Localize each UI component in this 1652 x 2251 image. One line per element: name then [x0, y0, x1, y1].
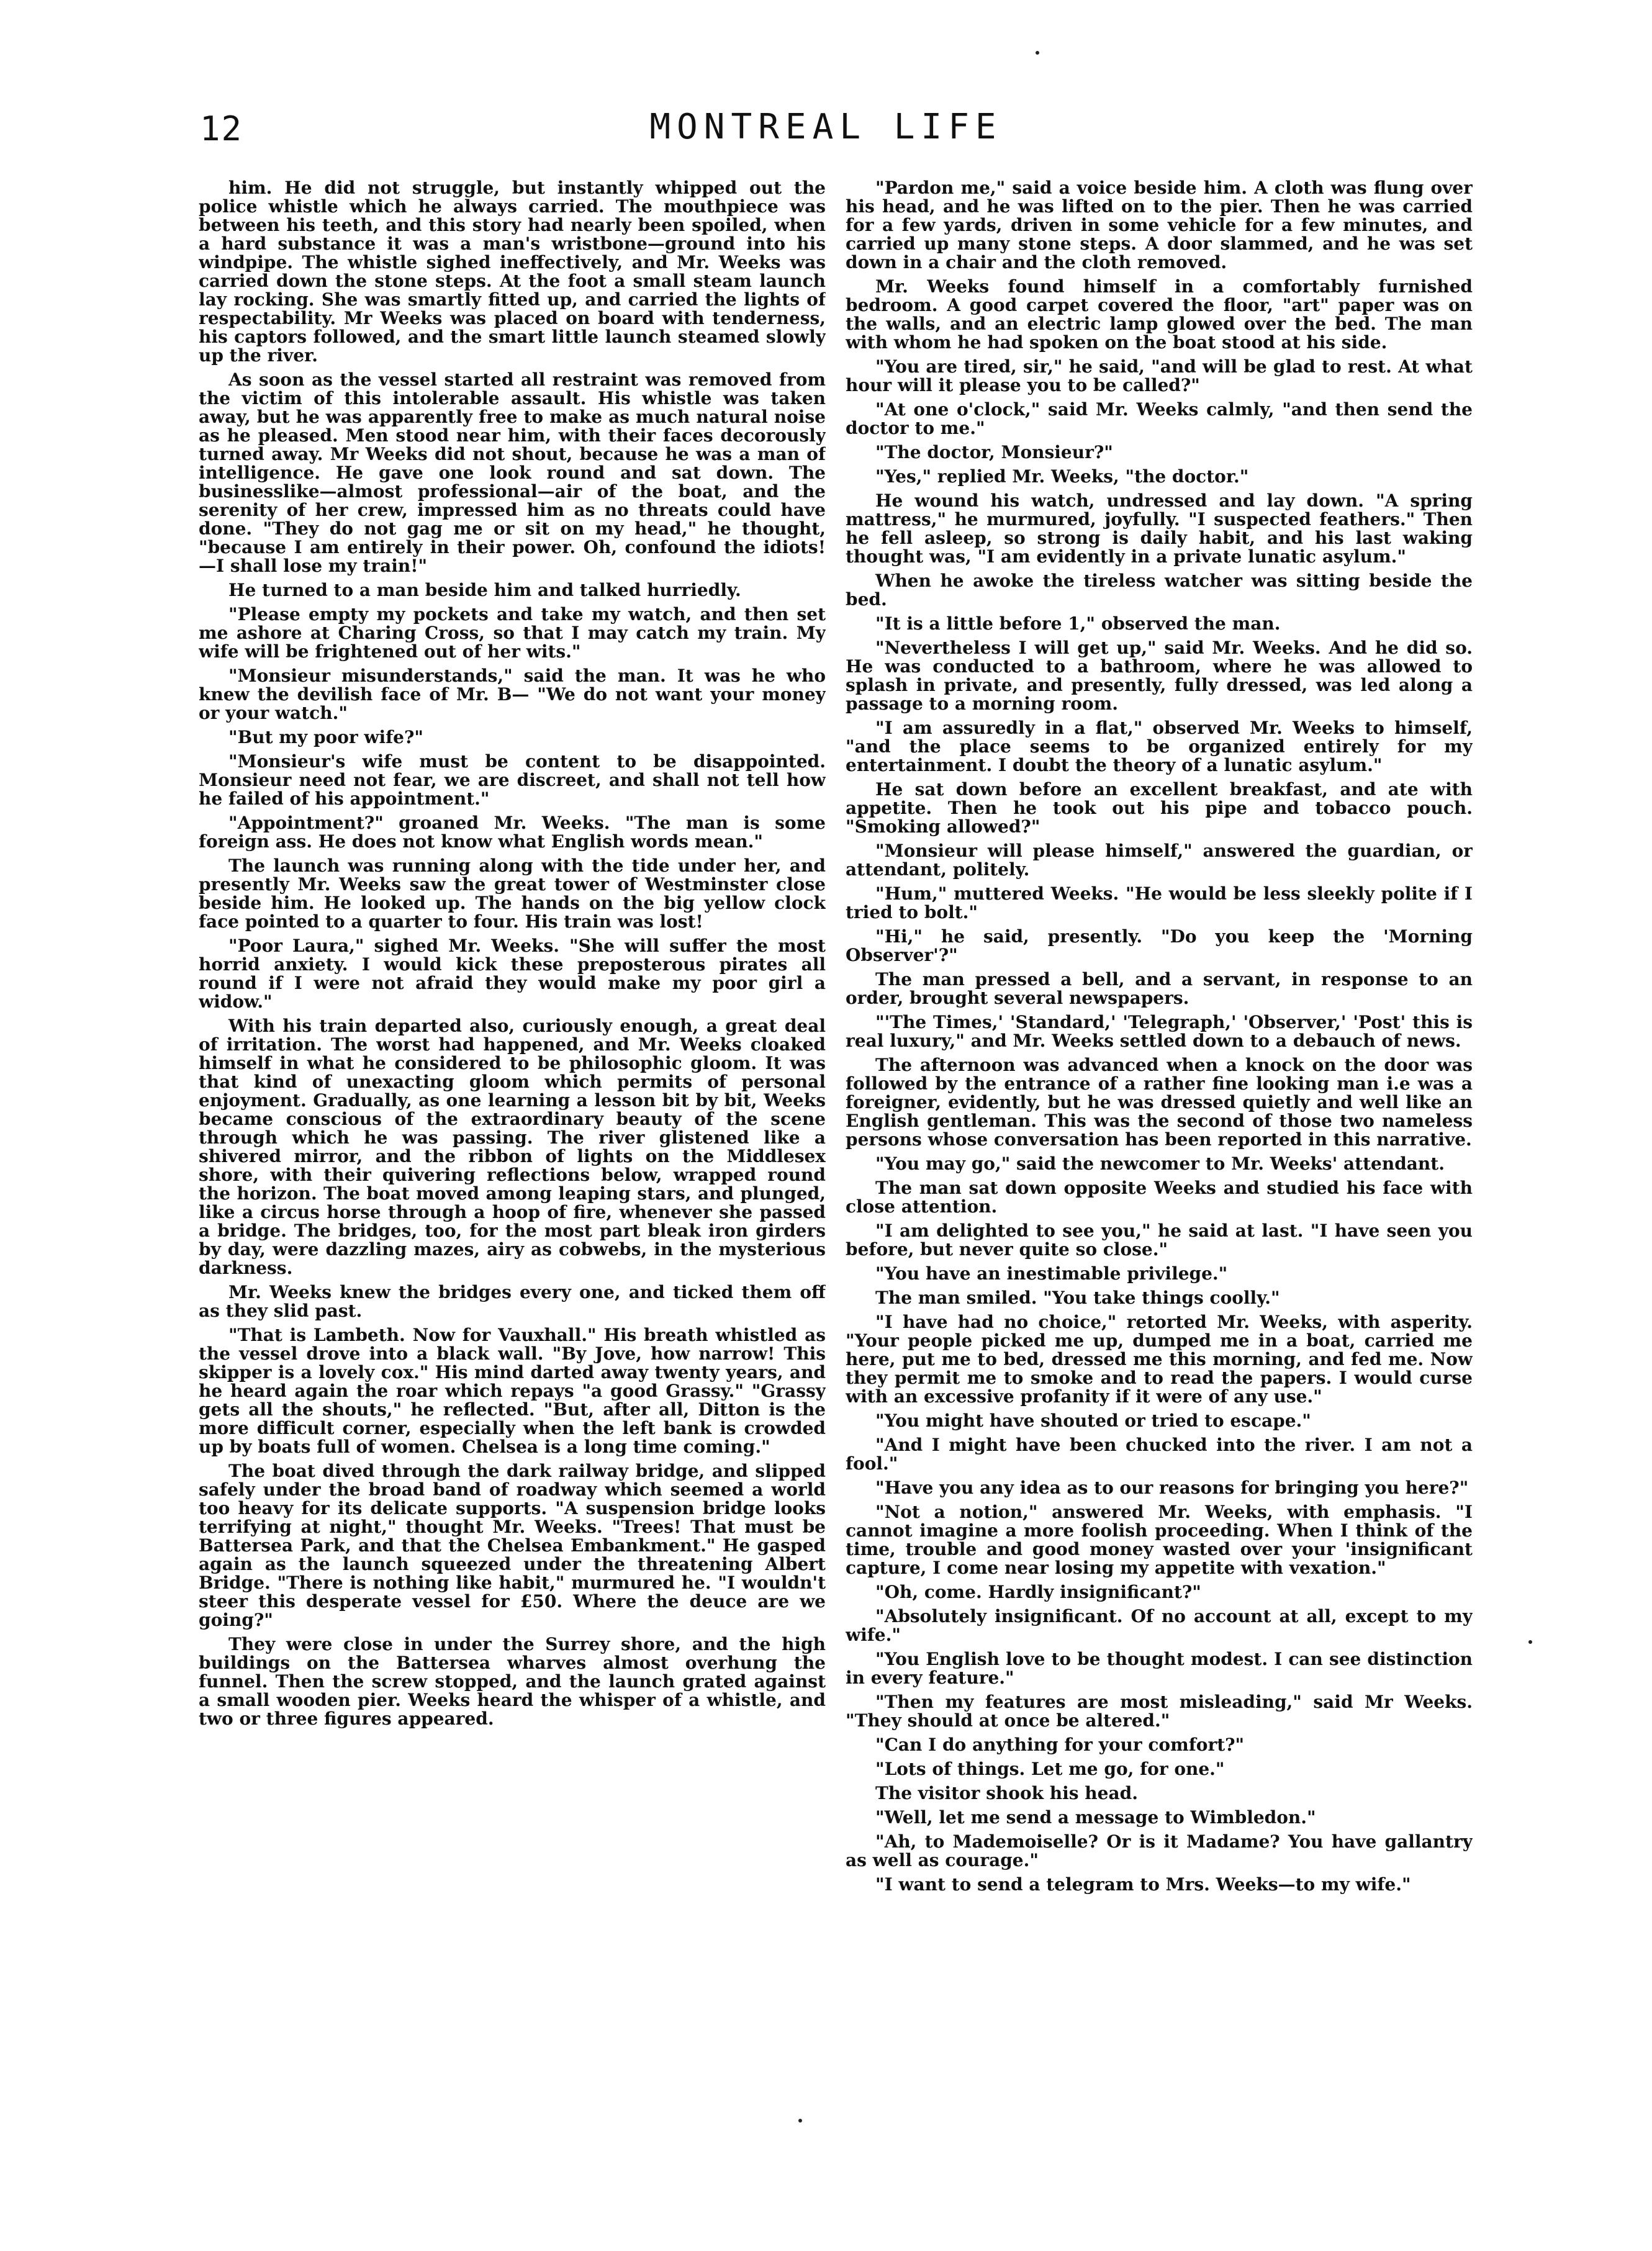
paragraph: "I want to send a telegram to Mrs. Weeks—to my wife." [875, 1874, 1411, 1895]
page-header [0, 104, 1652, 160]
paragraph: "Nevertheless I will get up," said Mr. Weeks. And he did so. He was conducted to a bathroom, where he was allowed to splash in private, and presently, fully dressed, was led along a passage to a morning room. [846, 638, 1473, 714]
right-column [846, 179, 1473, 2134]
paragraph: "Pardon me," said a voice beside him. A cloth was flung over his head, and he was lifted on to the pier. Then he was carried for a few yards, driven in some vehicle for a few minutes, and carried up many stone steps. A door slammed, and he was set down in a chair and the cloth removed. [846, 179, 1473, 273]
left-column [199, 179, 826, 2134]
paragraph: "Yes," replied Mr. Weeks, "the doctor." [875, 466, 1249, 487]
paragraph: him. He did not struggle, but instantly whipped out the police whistle which he always carried. The mouthpiece was between his teeth, and this story had nearly been spoiled, when a hard substance it was a man's wristbone—ground into his windpipe. The whistle sighed ineffectively, and Mr. Weeks was carried down the stone steps. At the foot a small steam launch lay rocking. She was smartly fitted up, and carried the lights of respectability. Mr Weeks was placed on board with tenderness, his captors followed, and the smart little launch steamed slowly up the river. [199, 179, 826, 366]
paragraph: The boat dived through the dark railway bridge, and slipped safely under the broad band of roadway which seemed a world too heavy for its delicate supports. "A suspension bridge looks terrifying at night," thought Mr. Weeks. "Trees! That must be Battersea Park, and that the Chelsea Embankment." He gasped again as the launch squeezed under the threatening Albert Bridge. "There is nothing like habit," murmured he. "I wouldn't steer this desperate vessel for £50. Where the deuce are we going?" [199, 1461, 826, 1630]
paragraph: "You are tired, sir," he said, "and will be glad to rest. At what hour will it please you to be called?" [846, 356, 1473, 395]
paragraph: They were close in under the Surrey shore, and the high buildings on the Battersea wharves almost overhung the funnel. Then the screw stopped, and the launch grated against a small wooden pier. Weeks heard the whisper of a whistle, and two or three figures appeared. [199, 1634, 826, 1729]
paragraph: "At one o'clock," said Mr. Weeks calmly, "and then send the doctor to me." [846, 399, 1473, 438]
paragraph: "Well, let me send a message to Wimbledon." [875, 1807, 1316, 1828]
paragraph: "You may go," said the newcomer to Mr. Weeks' attendant. [875, 1153, 1445, 1174]
paragraph: "You have an inestimable privilege." [875, 1263, 1228, 1284]
paragraph: "'The Times,' 'Standard,' 'Telegraph,' 'Observer,' 'Post' this is real luxury," and Mr. Weeks settled down to a debauch of news. [846, 1012, 1473, 1051]
paragraph: "Oh, come. Hardly insignificant?" [875, 1582, 1201, 1602]
paragraph: "Can I do anything for your comfort?" [875, 1734, 1245, 1755]
paragraph: "The doctor, Monsieur?" [875, 442, 1113, 462]
paragraph: "Not a notion," answered Mr. Weeks, with emphasis. "I cannot imagine a more foolish proceeding. When I think of the time, trouble and good money wasted over your 'insignificant capture, I come near losing my appetite with vexation." [846, 1502, 1473, 1578]
paragraph: "And I might have been chucked into the river. I am not a fool." [846, 1435, 1473, 1474]
print-speck [1528, 1640, 1532, 1644]
paragraph: Mr. Weeks knew the bridges every one, and ticked them off as they slid past. [199, 1282, 826, 1321]
paragraph: "Poor Laura," sighed Mr. Weeks. "She will suffer the most horrid anxiety. I would kick these preposterous pirates all round if I were not afraid they would make my poor girl a widow." [199, 936, 826, 1012]
paragraph: "Monsieur misunderstands," said the man. It was he who knew the devilish face of Mr. B— "We do not want your money or your watch." [199, 665, 826, 723]
paragraph: As soon as the vessel started all restraint was removed from the victim of this intolerable assault. His whistle was taken away, but he was apparently free to make as much natural noise as he pleased. Men stood near him, with their faces decorously turned away. Mr Weeks did not shout, because he was a man of intelligence. He gave one look round and sat down. The businesslike—almost professional—air of the boat, and the serenity of her crew, impressed him as no threats could have done. "They do not gag me or sit on my head," he thought, "because I am entirely in their power. Oh, confound the idiots!—I shall lose my train!" [199, 369, 826, 576]
paragraph: The visitor shook his head. [875, 1783, 1138, 1803]
paragraph: "That is Lambeth. Now for Vauxhall." His breath whistled as the vessel drove into a black wall. "By Jove, how narrow! This skipper is a lovely cox." His mind darted away twenty years, and he heard again the roar which repays "a good Grassy." "Grassy gets all the shouts," he reflected. "But, after all, Ditton is the more difficult corner, especially when the left bank is crowded up by boats full of women. Chelsea is a long time coming." [199, 1325, 826, 1457]
paragraph: Mr. Weeks found himself in a comfortably furnished bedroom. A good carpet covered the floor, "art" paper was on the walls, and an electric lamp glowed over the bed. The man with whom he had spoken on the boat stood at his side. [846, 276, 1473, 353]
paragraph: "I am assuredly in a flat," observed Mr. Weeks to himself, "and the place seems to be organized entirely for my entertainment. I doubt the theory of a lunatic asylum." [846, 718, 1473, 775]
paragraph: The launch was running along with the tide under her, and presently Mr. Weeks saw the great tower of Westminster close beside him. He looked up. The hands on the big yellow clock face pointed to a quarter to four. His train was lost! [199, 855, 826, 932]
paragraph: "Absolutely insignificant. Of no account at all, except to my wife." [846, 1606, 1473, 1645]
paragraph: "Monsieur will please himself," answered the guardian, or attendant, politely. [846, 841, 1473, 880]
paragraph: "Ah, to Mademoiselle? Or is it Madame? You have gallantry as well as courage." [846, 1831, 1473, 1870]
paragraph: "Monsieur's wife must be content to be disappointed. Monsieur need not fear, we are discreet, and shall not tell how he failed of his appointment." [199, 751, 826, 809]
page-number: 12 [200, 109, 243, 148]
paragraph: He wound his watch, undressed and lay down. "A spring mattress," he murmured, joyfully. "I suspected feathers." Then he fell asleep, so strong is daily habit, and his last waking thought was, "I am evidently in a private lunatic asylum." [846, 490, 1473, 567]
paragraph: "But my poor wife?" [228, 727, 423, 747]
paragraph: "I have had no choice," retorted Mr. Weeks, with asperity. "Your people picked me up, dumped me in a boat, carried me here, put me to bed, dressed me this morning, and fed me. Now they permit me to smoke and to read the papers. I would curse with an excessive profanity if it were of any use." [846, 1312, 1473, 1407]
paragraph: He turned to a man beside him and talked hurriedly. [228, 580, 741, 600]
paragraph: "Have you any idea as to our reasons for bringing you here?" [875, 1477, 1469, 1498]
print-speck [798, 2119, 802, 2122]
paragraph: The afternoon was advanced when a knock on the door was followed by the entrance of a rather fine looking man i.e was a foreigner, evidently, but he was dressed quietly and well like an English gentleman. This was the second of those two nameless persons whose conversation has been reported in this narrative. [846, 1055, 1473, 1150]
paragraph: The man smiled. "You take things coolly." [875, 1288, 1280, 1308]
paragraph: "Hi," he said, presently. "Do you keep the 'Morning Observer'?" [846, 926, 1473, 965]
paragraph: "Please empty my pockets and take my watch, and then set me ashore at Charing Cross, so that I may catch my train. My wife will be frightened out of her wits." [199, 604, 826, 662]
paragraph: "Hum," muttered Weeks. "He would be less sleekly polite if I tried to bolt." [846, 883, 1473, 923]
paragraph: "It is a little before 1," observed the man. [875, 613, 1281, 634]
paragraph: With his train departed also, curiously enough, a great deal of irritation. The worst had happened, and Mr. Weeks cloaked himself in what he considered to be philosophic gloom. It was that kind of unexacting gloom which permits of personal enjoyment. Gradually, as one learning a lesson bit by bit, Weeks became conscious of the extraordinary beauty of the scene through which he was passing. The river glistened like a shivered mirror, and the ribbon of lights on the Middlesex shore, with their quivering reflections below, wrapped round the horizon. The boat moved among leaping stars, and plunged, like a circus horse through a hoop of fire, whenever she passed a bridge. The bridges, too, for the most part bleak iron girders by day, were dazzling mazes, airy as cobwebs, in the mysterious darkness. [199, 1016, 826, 1278]
paragraph: "You English love to be thought modest. I can see distinction in every feature." [846, 1649, 1473, 1688]
paragraph: "Lots of things. Let me go, for one." [875, 1759, 1225, 1779]
paragraph: The man sat down opposite Weeks and studied his face with close attention. [846, 1178, 1473, 1217]
paragraph: "I am delighted to see you," he said at last. "I have seen you before, but never quite so close." [846, 1220, 1473, 1260]
running-title: MONTREAL LIFE [649, 107, 1003, 147]
paragraph: When he awoke the tireless watcher was sitting beside the bed. [846, 571, 1473, 610]
paragraph: The man pressed a bell, and a servant, in response to an order, brought several newspapers. [846, 969, 1473, 1008]
paragraph: "Then my features are most misleading," said Mr Weeks. "They should at once be altered." [846, 1692, 1473, 1731]
paragraph: He sat down before an excellent breakfast, and ate with appetite. Then he took out his pipe and tobacco pouch. "Smoking allowed?" [846, 779, 1473, 837]
paragraph: "You might have shouted or tried to escape." [875, 1410, 1311, 1431]
print-speck [1036, 51, 1039, 55]
paragraph: "Appointment?" groaned Mr. Weeks. "The man is some foreign ass. He does not know what English words mean." [199, 813, 826, 852]
